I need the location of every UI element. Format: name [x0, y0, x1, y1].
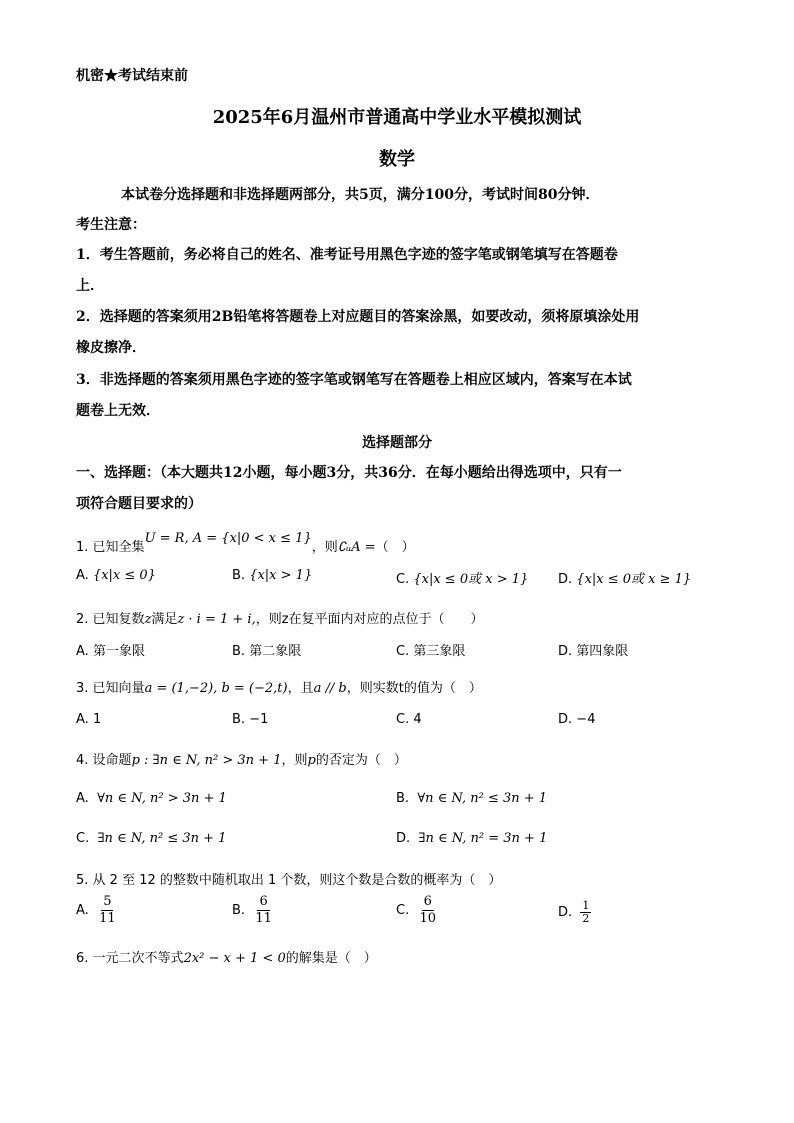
question-number: 1.	[76, 540, 89, 555]
option-text: ∃n ∈ N, n² = 3n + 1	[418, 831, 548, 846]
question-4-stem	[76, 749, 407, 768]
question-1-option-a	[76, 568, 156, 583]
question-3-stem	[76, 677, 482, 696]
denominator: 11	[255, 911, 272, 926]
option-letter: D.	[558, 572, 573, 587]
option-text: {x|x ≤ 0或 x > 1}	[413, 572, 529, 587]
denominator: 10	[419, 911, 437, 926]
option-letter: A.	[76, 644, 89, 659]
option-letter: D.	[396, 831, 411, 846]
stem-text: 满足	[151, 612, 178, 627]
option-text: {x|x > 1}	[249, 568, 313, 583]
denominator: 11	[99, 911, 116, 926]
option-letter: C.	[76, 831, 90, 846]
option-text: 第三象限	[413, 644, 466, 659]
stem-math: p	[307, 753, 316, 768]
numerator: 6	[423, 894, 432, 909]
question-3-option-d	[558, 712, 595, 727]
stem-text: 的否定为（ ）	[315, 753, 407, 768]
option-letter: B.	[232, 644, 246, 659]
option-text: −1	[249, 712, 269, 727]
question-3-option-b	[232, 712, 268, 727]
option-text: 4	[413, 712, 422, 727]
question-2-option-a	[76, 640, 145, 659]
option-text: {x|x ≤ 0或 x ≥ 1}	[576, 572, 692, 587]
stem-text: ，则	[281, 753, 308, 768]
option-text: 第一象限	[92, 644, 145, 659]
denominator: 2	[582, 912, 590, 925]
question-3-option-c	[396, 712, 422, 727]
stem-text: 一元二次不等式	[92, 951, 184, 966]
notice-heading: 考生注意：	[76, 217, 146, 233]
option-text: {x|x ≤ 0}	[92, 568, 156, 583]
option-letter: C.	[396, 644, 410, 659]
stem-text: 已知全集	[92, 540, 145, 555]
option-letter: A.	[76, 568, 89, 583]
option-letter: C.	[396, 572, 410, 587]
option-letter: B.	[232, 903, 246, 918]
option-text: ∃n ∈ N, n² ≤ 3n + 1	[97, 831, 227, 846]
notice-item-3-line1: 3．非选择题的答案须用黑色字迹的签字笔或钢笔写在答题卷上相应区域内，答案写在本试	[76, 372, 632, 388]
option-letter: C.	[396, 712, 410, 727]
option-letter: B.	[396, 791, 410, 806]
question-4-option-a	[76, 791, 227, 806]
stem-text: ，则实数t的值为（ ）	[346, 681, 482, 696]
question-5-stem	[76, 869, 501, 888]
question-2-option-b	[232, 640, 301, 659]
option-text: 第四象限	[576, 644, 629, 659]
numerator: 1	[582, 899, 590, 912]
section-heading-line1: 一、选择题：（本大题共12小题，每小题3分，共36分．在每小题给出得选项中，只有一	[76, 465, 622, 481]
stem-text: ，则	[311, 540, 338, 555]
stem-math: a = (1,−2), b = (−2,t)	[144, 681, 288, 696]
option-text: 1	[92, 712, 102, 727]
notice-item-2-line2: 橡皮擦净．	[76, 340, 146, 356]
question-1-option-c	[396, 568, 528, 587]
stem-text: ，且	[287, 681, 314, 696]
question-1-option-d	[558, 568, 691, 587]
question-2-option-c	[396, 640, 465, 659]
option-letter: B.	[232, 568, 246, 583]
section-heading-line2: 项符合题目要求的）	[76, 496, 202, 512]
exam-title: 2025年6月温州市普通高中学业水平模拟测试	[212, 107, 582, 128]
fraction	[253, 894, 274, 927]
option-letter: D.	[558, 905, 573, 920]
stem-text: ，则z在复平面内对应的点位于（ ）	[255, 612, 484, 627]
stem-text: 从 2 至 12 的整数中随机取出 1 个数，则这个数是合数的概率为（ ）	[92, 873, 502, 888]
option-letter: A.	[76, 903, 89, 918]
subject-title: 数学	[379, 149, 415, 170]
stem-text: （ ）	[375, 540, 415, 555]
question-4-option-c	[76, 831, 226, 846]
notice-item-2-line1: 2．选择题的答案须用2B铅笔将答题卷上对应题目的答案涂黑，如要改动，须将原填涂处用	[76, 309, 640, 325]
question-1-option-b	[232, 568, 312, 583]
question-5-option-d	[558, 900, 591, 925]
stem-math: p : ∃n ∈ N, n² > 3n + 1	[131, 753, 282, 768]
stem-math: z · i = 1 + i,	[177, 612, 256, 627]
question-4-option-d	[396, 831, 547, 846]
stem-math: U = R, A = {x|0 < x ≤ 1}	[144, 531, 312, 546]
stem-text: 设命题	[92, 753, 132, 768]
stem-text: 已知复数	[92, 612, 145, 627]
option-letter: A.	[76, 791, 89, 806]
question-number: 6.	[76, 951, 89, 966]
question-number: 2.	[76, 612, 89, 627]
option-text: ∀n ∈ N, n² ≤ 3n + 1	[417, 791, 548, 806]
question-2-stem	[76, 608, 484, 627]
notice-item-1-line2: 上．	[76, 278, 104, 294]
option-letter: C.	[396, 903, 410, 918]
numerator: 5	[103, 894, 112, 909]
stem-math: a // b	[313, 681, 347, 696]
question-5-option-c	[396, 894, 438, 927]
notice-item-3-line2: 题卷上无效．	[76, 403, 160, 419]
question-3-option-a	[76, 712, 101, 727]
option-letter: A.	[76, 712, 89, 727]
stem-text: 的解集是（ ）	[285, 951, 377, 966]
confidential-label: 机密★考试结束前	[76, 68, 188, 84]
option-text: −4	[576, 712, 596, 727]
question-5-option-b	[232, 894, 274, 927]
fraction	[580, 900, 591, 925]
stem-math: z	[144, 612, 152, 627]
option-text: 第二象限	[249, 644, 302, 659]
notice-item-1-line1: 1．考生答题前，务必将自己的姓名、准考证号用黑色字迹的签字笔或钢笔填写在答题卷	[76, 247, 618, 263]
stem-math: ∁ᵤA =	[337, 540, 376, 555]
stem-math: 2x² − x + 1 < 0	[183, 951, 286, 966]
option-letter: D.	[558, 712, 573, 727]
fraction	[97, 894, 118, 927]
question-number: 5.	[76, 873, 89, 888]
question-6-stem	[76, 947, 377, 966]
option-text: ∀n ∈ N, n² > 3n + 1	[97, 791, 227, 806]
question-number: 4.	[76, 753, 89, 768]
question-number: 3.	[76, 681, 89, 696]
question-5-option-a	[76, 894, 118, 927]
option-letter: B.	[232, 712, 246, 727]
stem-text: 已知向量	[92, 681, 145, 696]
option-letter: D.	[558, 644, 573, 659]
section-title: 选择题部分	[362, 435, 432, 451]
exam-intro: 本试卷分选择题和非选择题两部分，共5页，满分100分，考试时间80分钟．	[121, 187, 600, 203]
question-4-option-b	[396, 791, 547, 806]
question-1-stem	[76, 531, 415, 555]
question-2-option-d	[558, 640, 628, 659]
numerator: 6	[259, 894, 268, 909]
fraction	[417, 894, 438, 927]
